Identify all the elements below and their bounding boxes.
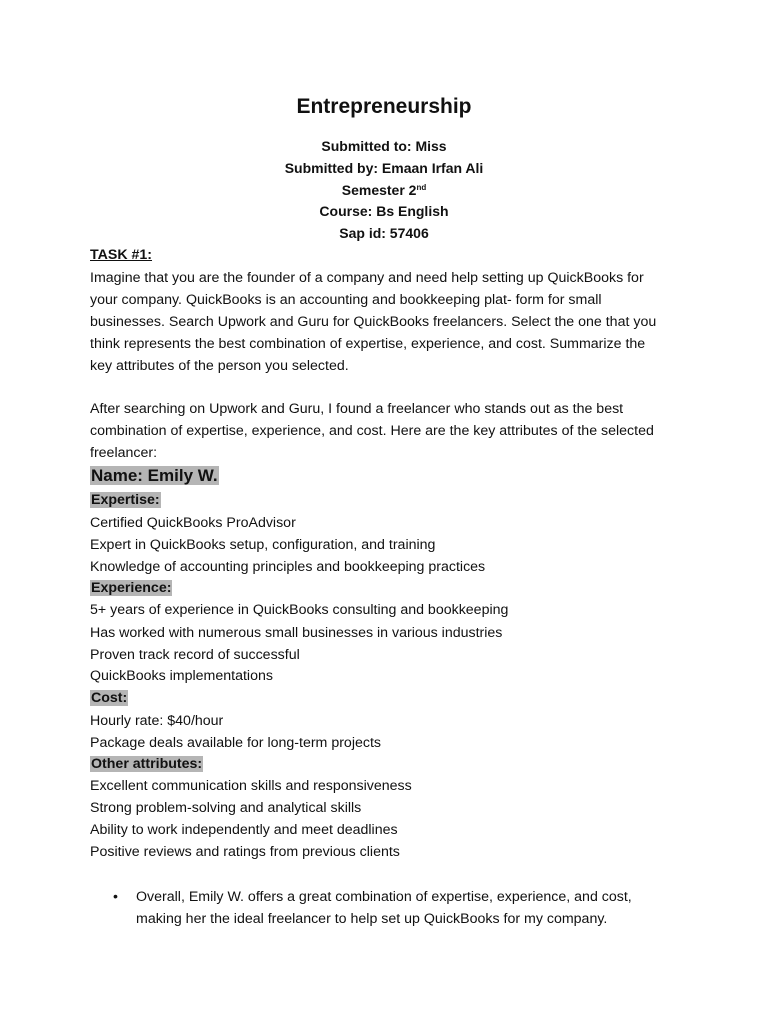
intro-line: freelancer: [90, 445, 158, 461]
expertise-item: Knowledge of accounting principles and bookkeeping practices [90, 559, 486, 575]
experience-heading-highlight: Experience: [91, 580, 172, 596]
task-heading: TASK #1: [90, 247, 153, 263]
other-item: Strong problem-solving and analytical skills [90, 800, 362, 816]
freelancer-name-highlight: Name: Emily W. [91, 466, 218, 485]
prompt-line: Imagine that you are the founder of a company and need help setting up QuickBooks for [90, 270, 644, 286]
intro-line: combination of expertise, experience, and cost. Here are the key attributes of the selected [90, 423, 654, 439]
other-item: Excellent communication skills and responsiveness [90, 778, 412, 794]
expertise-item: Expert in QuickBooks setup, configuration, and training [90, 537, 436, 553]
experience-item: Has worked with numerous small businesses in various industries [90, 625, 503, 641]
prompt-line: think represents the best combination of expertise, experience, and cost. Summarize the [90, 336, 646, 352]
prompt-line: businesses. Search Upwork and Guru for QuickBooks freelancers. Select the one that you [90, 314, 657, 330]
sap-id: Sap id: 57406 [339, 225, 429, 241]
semester-superscript: nd [416, 183, 427, 192]
document-title: Entrepreneurship [296, 95, 472, 118]
other-item: Ability to work independently and meet deadlines [90, 822, 398, 838]
experience-heading [90, 577, 172, 599]
expertise-heading [90, 489, 161, 511]
expertise-heading-highlight: Expertise: [91, 492, 160, 508]
submitted-by: Submitted by: Emaan Irfan Ali [284, 160, 484, 176]
conclusion-line: making her the ideal freelancer to help set up QuickBooks for my company. [136, 911, 608, 927]
experience-item: Proven track record of successful [90, 647, 300, 663]
submitted-to: Submitted to: Miss [321, 138, 447, 154]
course: Course: Bs English [319, 203, 449, 219]
cost-item: Hourly rate: $40/hour [90, 713, 224, 729]
experience-item: 5+ years of experience in QuickBooks consulting and bookkeeping [90, 602, 509, 618]
experience-item: QuickBooks implementations [90, 668, 273, 684]
semester-text: Semester 2 [341, 182, 417, 198]
expertise-item: Certified QuickBooks ProAdvisor [90, 515, 296, 531]
cost-heading [90, 687, 128, 709]
other-heading-highlight: Other attributes: [91, 756, 203, 772]
conclusion-line: Overall, Emily W. offers a great combination of expertise, experience, and cost, [136, 889, 632, 905]
prompt-line: key attributes of the person you selected. [90, 358, 349, 374]
other-heading [90, 753, 203, 775]
cost-heading-highlight: Cost: [91, 690, 128, 706]
bullet-marker: • [113, 889, 118, 905]
semester [0, 180, 768, 200]
freelancer-name [90, 464, 219, 488]
prompt-line: your company. QuickBooks is an accounting and bookkeeping plat- form for small [90, 292, 602, 308]
intro-line: After searching on Upwork and Guru, I found a freelancer who stands out as the best [90, 401, 624, 417]
cost-item: Package deals available for long-term projects [90, 735, 381, 751]
other-item: Positive reviews and ratings from previous clients [90, 844, 400, 860]
